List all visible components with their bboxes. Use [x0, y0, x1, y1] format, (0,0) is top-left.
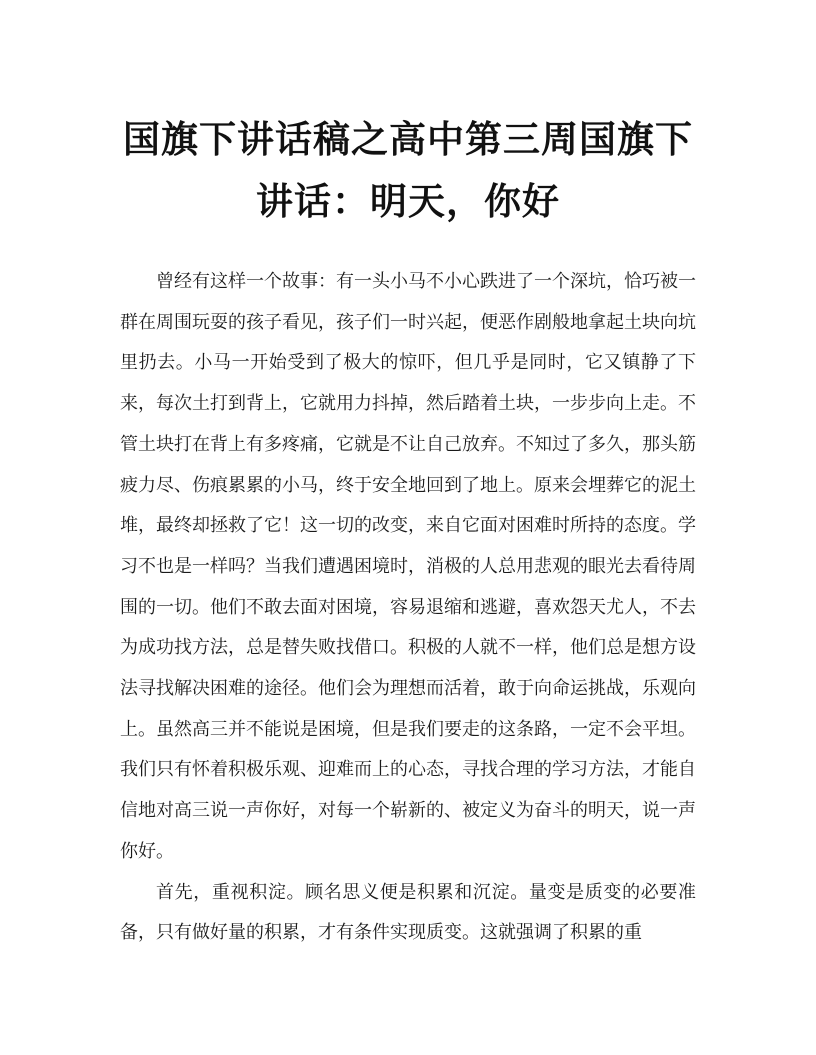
document-body [120, 262, 696, 954]
document-title: 国旗下讲话稿之高中第三周国旗下讲话：明天，你好 [123, 117, 693, 223]
paragraph-story: 曾经有这样一个故事：有一头小马不小心跌进了一个深坑，恰巧被一群在周围玩耍的孩子看见，孩子们一时兴起，便恶作剧般地拿起土块向坑里扔去。小马一开始受到了极大的惊吓，但几乎是同时，它又镇静了下来，每次土打到背上，它就用力抖掉，然后踏着土块，一步步向上走。不管土块打在背上有多疼痛，它就是不让自己放弃。不知过了多久，那头筋疲力尽、伤痕累累的小马，终于安全地回到了地上。原来会埋葬它的泥土堆，最终却拯救了它！这一切的改变，来自它面对困难时所持的态度。学习不也是一样吗？当我们遭遇困境时，消极的人总用悲观的眼光去看待周围的一切。他们不敢去面对困境，容易退缩和逃避，喜欢怨天尤人，不去为成功找方法，总是替失败找借口。积极的人就不一样，他们总是想方设法寻找解决困难的途径。他们会为理想而活着，敢于向命运挑战，乐观向上。虽然高三并不能说是困境，但是我们要走的这条路，一定不会平坦。我们只有怀着积极乐观、迎难而上的心态，寻找合理的学习方法，才能自信地对高三说一声你好，对每一个崭新的、被定义为奋斗的明天，说一声你好。 [120, 271, 696, 862]
paragraph-accumulation: 首先，重视积淀。顾名思义便是积累和沉淀。量变是质变的必要准备，只有做好量的积累，才有条件实现质变。这就强调了积累的重 [120, 881, 696, 944]
